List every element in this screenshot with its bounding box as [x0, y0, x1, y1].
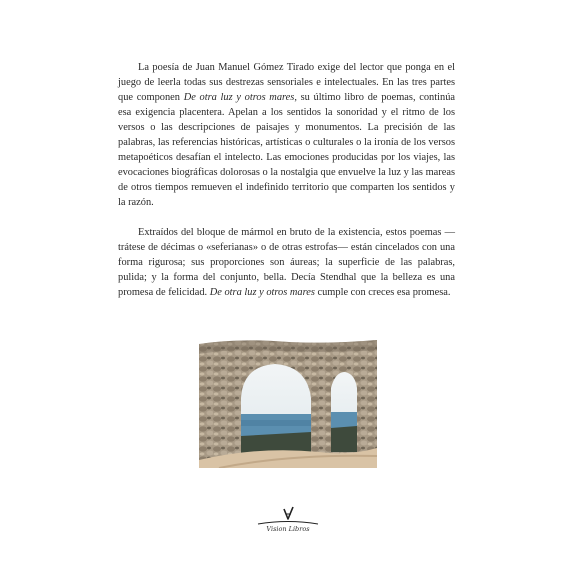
publisher-logo-icon	[252, 505, 324, 527]
publisher-logo	[252, 505, 324, 539]
synopsis-text	[118, 60, 455, 300]
book-title-italic: De otra luz y otros mares	[183, 92, 295, 103]
paragraph-1	[118, 60, 455, 210]
paragraph-2-text-a: Extraídos del bloque de mármol en bruto de la existencia, estos poemas —trátese de décimas o «seferianas» o de otras estrofas— están cincelados con una forma rigurosa; sus proporciones son áureas; la superficie de las palabras, pulida; y la forma del conjunto, bella. Decía Stendhal que la belleza es una promesa de felicidad.	[118, 227, 455, 298]
paragraph-1-text-b: , su último libro de poemas, continúa esa exigencia placentera. Apelan a los sentidos la sonoridad y el ritmo de los versos o las descripciones de paisajes y monumentos. La precisión de las palabras, las referencias históricas, artísticas o culturales o la ironía de los versos metapoéticos desafían el intelecto. Las emociones producidas por los viajes, las evocaciones biográficas dolorosas o la nostalgia que envuelve la luz y las mareas de otros tiempos remueven el indefinido territorio que comparten los sentidos y la razón.	[118, 92, 456, 208]
stone-arches-icon	[199, 336, 377, 468]
stone-arches-illustration	[199, 336, 377, 468]
paragraph-1-text-a: La poesía de Juan Manuel Gómez Tirado exige del lector que ponga en el juego de leerla todas sus destrezas sensoriales e intelectuales. En las tres partes que componen	[118, 62, 455, 103]
book-title-italic-2: De otra luz y otros mares	[209, 287, 315, 298]
paragraph-2	[118, 225, 455, 300]
paragraph-2-text-b: cumple con creces esa promesa.	[314, 287, 451, 298]
publisher-name: Vision Libros	[266, 525, 310, 533]
